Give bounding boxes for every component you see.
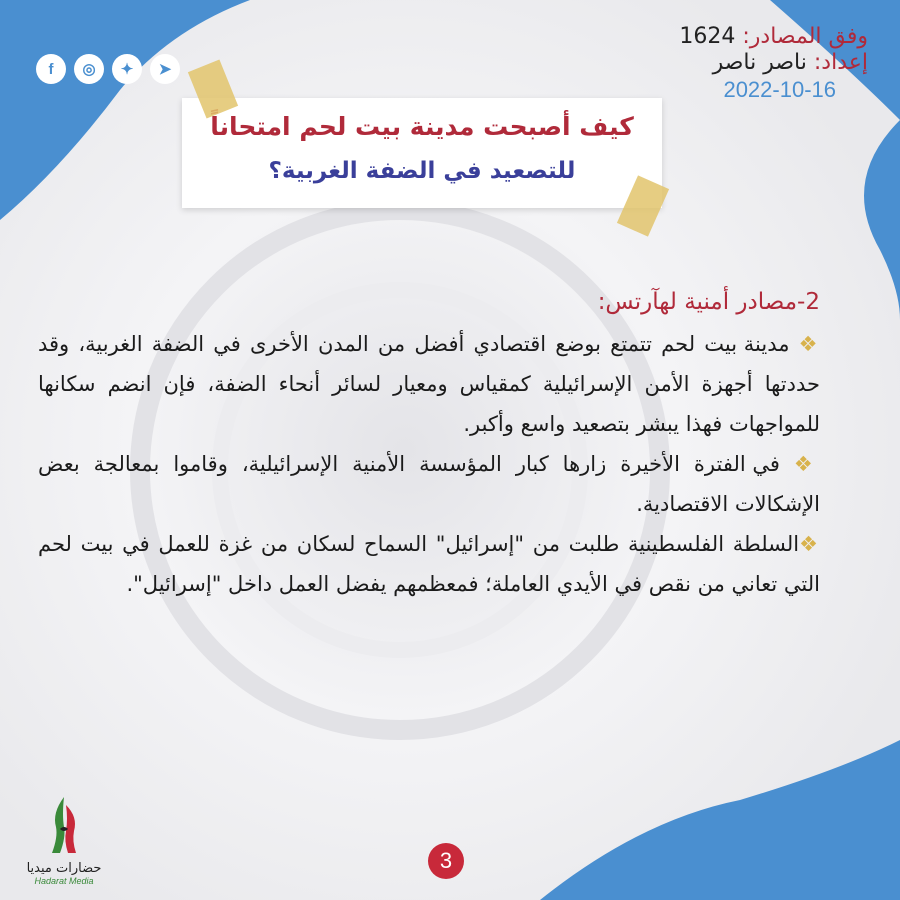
bullet-diamond-icon: ❖ <box>799 532 820 556</box>
logo-icon <box>44 795 84 857</box>
paragraph <box>38 444 820 524</box>
title-line-2: للتصعيد في الضفة الغربية؟ <box>268 158 576 184</box>
logo-name-en: Hadarat Media <box>34 876 94 886</box>
sources-count: 1624 <box>679 24 736 49</box>
sources-label: وفق المصادر: <box>742 24 868 49</box>
author-line <box>679 50 868 76</box>
hadarat-media-logo <box>24 795 104 895</box>
header-meta <box>679 24 868 103</box>
title-line-1: كيف أصبحت مدينة بيت لحم امتحاناً <box>210 112 634 141</box>
telegram-icon[interactable]: ➤ <box>150 54 180 84</box>
instagram-icon[interactable]: ◎ <box>74 54 104 84</box>
paragraph <box>38 524 820 604</box>
publish-date: 2022-10-16 <box>723 76 836 102</box>
author-name: ناصر ناصر <box>712 50 807 76</box>
sources-line <box>679 24 868 50</box>
bullet-diamond-icon: ❖ <box>798 332 820 356</box>
twitter-icon[interactable]: ✦ <box>112 54 142 84</box>
paragraph <box>38 324 820 444</box>
article-body <box>38 282 820 604</box>
facebook-icon[interactable]: f <box>36 54 66 84</box>
social-icons <box>36 54 180 84</box>
paragraph-text: مدينة بيت لحم تتمتع بوضع اقتصادي أفضل من المدن الأخرى في الضفة الغربية، وقد حددتها أجهزة الأمن الإسرائيلية كمقياس ومعيار لسائر أنحاء الضفة، فإن انضم سكانها للمواجهات فهذا يبشر بتصعيد واسع وأكبر. <box>38 332 820 436</box>
page-number: 3 <box>428 843 464 879</box>
title-card <box>182 98 662 208</box>
bullet-diamond-icon: ❖ <box>793 452 821 476</box>
section-heading: 2-مصادر أمنية لهآرتس: <box>597 289 820 315</box>
author-label: إعداد: <box>813 50 868 76</box>
paragraph-text: السلطة الفلسطينية طلبت من "إسرائيل" السماح لسكان من غزة للعمل في بيت لحم التي تعاني من نقص في الأيدي العاملة؛ فمعظمهم يفضل العمل داخل "إسرائيل". <box>38 532 820 596</box>
paragraph-text: في الفترة الأخيرة زارها كبار المؤسسة الأمنية الإسرائيلية، وقاموا بمعالجة بعض الإشكالات الاقتصادية. <box>38 452 820 516</box>
logo-name-ar: حضارات ميديا <box>26 861 102 876</box>
